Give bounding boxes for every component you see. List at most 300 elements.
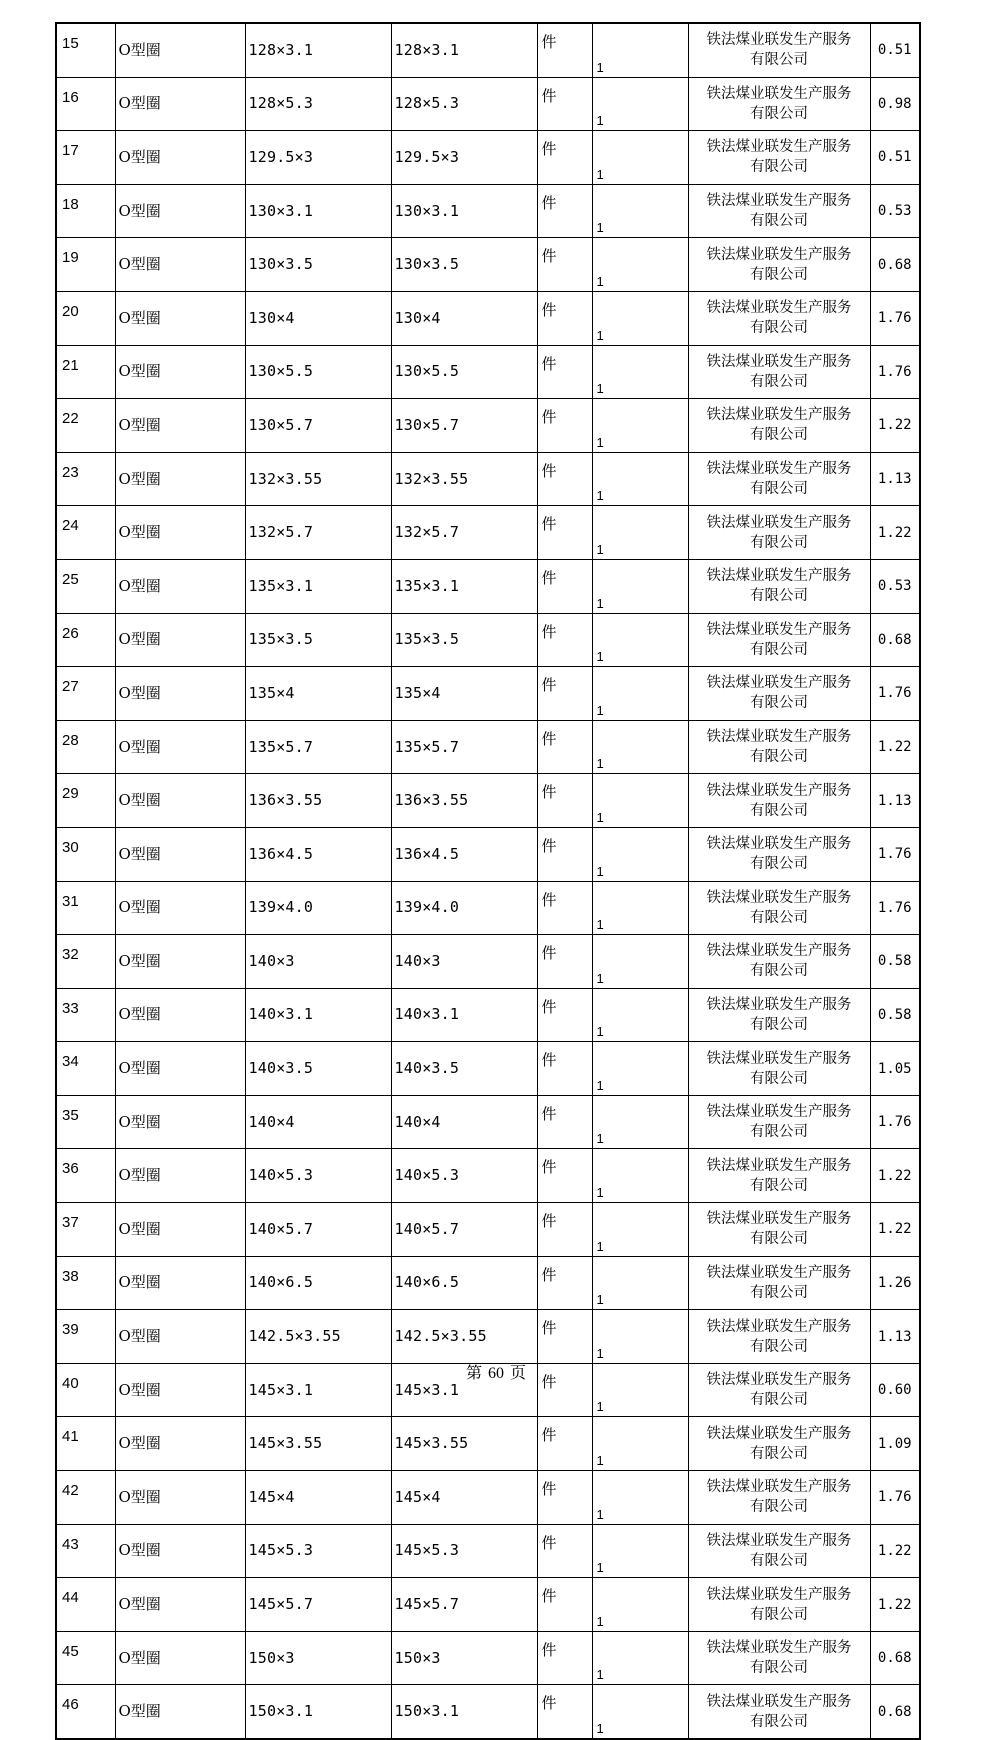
item-quantity: 1 xyxy=(592,506,660,560)
supplier-line-2: 有限公司 xyxy=(750,213,808,230)
item-model: 145×5.7 xyxy=(391,1578,537,1632)
item-name: O型圈 xyxy=(115,935,245,989)
item-quantity: 1 xyxy=(592,238,660,292)
supplier-line-1: 铁法煤业联发生产服务 xyxy=(706,461,852,478)
item-quantity: 1 xyxy=(592,291,660,345)
item-price: 1.22 xyxy=(870,720,920,774)
supplier-line-2: 有限公司 xyxy=(750,427,808,444)
item-unit: 件 xyxy=(537,1042,592,1096)
item-price: 1.22 xyxy=(870,506,920,560)
supplier-line-1: 铁法煤业联发生产服务 xyxy=(706,193,852,210)
row-number: 21 xyxy=(56,345,115,399)
item-spec: 130×5.7 xyxy=(245,399,391,453)
spacer-cell xyxy=(660,345,688,399)
item-price: 0.53 xyxy=(870,559,920,613)
item-unit: 件 xyxy=(537,559,592,613)
spacer-cell xyxy=(660,613,688,667)
supplier-line-2: 有限公司 xyxy=(750,641,808,658)
row-number: 15 xyxy=(56,23,115,77)
item-supplier xyxy=(688,881,870,935)
item-supplier xyxy=(688,774,870,828)
supplier-line-1: 铁法煤业联发生产服务 xyxy=(706,353,852,370)
item-model: 130×5.5 xyxy=(391,345,537,399)
item-name: O型圈 xyxy=(115,1471,245,1525)
supplier-line-2: 有限公司 xyxy=(750,1338,808,1355)
supplier-line-1: 铁法煤业联发生产服务 xyxy=(706,139,852,156)
table-row xyxy=(56,1042,920,1096)
row-number: 44 xyxy=(56,1578,115,1632)
spacer-cell xyxy=(660,720,688,774)
supplier-line-1: 铁法煤业联发生产服务 xyxy=(706,300,852,317)
item-quantity: 1 xyxy=(592,827,660,881)
item-model: 145×3.55 xyxy=(391,1417,537,1471)
spacer-cell xyxy=(660,1471,688,1525)
item-spec: 130×3.5 xyxy=(245,238,391,292)
item-name: O型圈 xyxy=(115,1524,245,1578)
supplier-line-1: 铁法煤业联发生产服务 xyxy=(706,1211,852,1228)
item-price: 0.58 xyxy=(870,935,920,989)
item-unit: 件 xyxy=(537,613,592,667)
item-price: 1.13 xyxy=(870,774,920,828)
supplier-line-2: 有限公司 xyxy=(750,1231,808,1248)
spacer-cell xyxy=(660,667,688,721)
item-supplier xyxy=(688,720,870,774)
item-price: 0.51 xyxy=(870,23,920,77)
item-unit: 件 xyxy=(537,988,592,1042)
item-quantity: 1 xyxy=(592,720,660,774)
item-price: 1.76 xyxy=(870,1471,920,1525)
item-price: 0.98 xyxy=(870,77,920,131)
item-price: 0.68 xyxy=(870,613,920,667)
table-row xyxy=(56,238,920,292)
supplier-line-2: 有限公司 xyxy=(750,1713,808,1730)
spacer-cell xyxy=(660,452,688,506)
item-model: 128×5.3 xyxy=(391,77,537,131)
item-name: O型圈 xyxy=(115,1310,245,1364)
supplier-line-1: 铁法煤业联发生产服务 xyxy=(706,1264,852,1281)
item-price: 1.22 xyxy=(870,399,920,453)
item-supplier xyxy=(688,345,870,399)
item-name: O型圈 xyxy=(115,1417,245,1471)
item-price: 1.09 xyxy=(870,1417,920,1471)
item-name: O型圈 xyxy=(115,1042,245,1096)
item-spec: 145×3.1 xyxy=(245,1363,391,1417)
table-row xyxy=(56,506,920,560)
table-row xyxy=(56,720,920,774)
item-unit: 件 xyxy=(537,399,592,453)
item-quantity: 1 xyxy=(592,131,660,185)
spacer-cell xyxy=(660,1631,688,1685)
item-spec: 145×5.3 xyxy=(245,1524,391,1578)
item-unit: 件 xyxy=(537,1149,592,1203)
item-supplier xyxy=(688,1149,870,1203)
item-price: 1.22 xyxy=(870,1149,920,1203)
item-model: 135×4 xyxy=(391,667,537,721)
row-number: 37 xyxy=(56,1203,115,1257)
row-number: 26 xyxy=(56,613,115,667)
spacer-cell xyxy=(660,23,688,77)
row-number: 20 xyxy=(56,291,115,345)
item-unit: 件 xyxy=(537,720,592,774)
row-number: 40 xyxy=(56,1363,115,1417)
item-quantity: 1 xyxy=(592,1042,660,1096)
table-row xyxy=(56,452,920,506)
item-price: 0.68 xyxy=(870,1631,920,1685)
item-supplier xyxy=(688,291,870,345)
spacer-cell xyxy=(660,238,688,292)
item-supplier xyxy=(688,827,870,881)
item-name: O型圈 xyxy=(115,1256,245,1310)
item-name: O型圈 xyxy=(115,1631,245,1685)
supplier-line-1: 铁法煤业联发生产服务 xyxy=(706,782,852,799)
supplier-line-1: 铁法煤业联发生产服务 xyxy=(706,85,852,102)
item-price: 0.60 xyxy=(870,1363,920,1417)
item-spec: 140×5.7 xyxy=(245,1203,391,1257)
item-unit: 件 xyxy=(537,1578,592,1632)
item-supplier xyxy=(688,667,870,721)
supplier-line-2: 有限公司 xyxy=(750,1284,808,1301)
item-supplier xyxy=(688,131,870,185)
item-name: O型圈 xyxy=(115,77,245,131)
item-unit: 件 xyxy=(537,1203,592,1257)
item-unit: 件 xyxy=(537,1631,592,1685)
row-number: 43 xyxy=(56,1524,115,1578)
table-row xyxy=(56,774,920,828)
supplier-line-1: 铁法煤业联发生产服务 xyxy=(706,407,852,424)
item-spec: 150×3.1 xyxy=(245,1685,391,1739)
row-number: 36 xyxy=(56,1149,115,1203)
item-price: 1.13 xyxy=(870,1310,920,1364)
row-number: 42 xyxy=(56,1471,115,1525)
item-supplier xyxy=(688,1417,870,1471)
item-model: 135×3.1 xyxy=(391,559,537,613)
item-unit: 件 xyxy=(537,1363,592,1417)
item-quantity: 1 xyxy=(592,345,660,399)
item-model: 140×5.3 xyxy=(391,1149,537,1203)
table-row xyxy=(56,1685,920,1739)
item-quantity: 1 xyxy=(592,774,660,828)
item-quantity: 1 xyxy=(592,1524,660,1578)
item-model: 130×5.7 xyxy=(391,399,537,453)
item-price: 1.76 xyxy=(870,667,920,721)
item-spec: 145×5.7 xyxy=(245,1578,391,1632)
item-model: 132×3.55 xyxy=(391,452,537,506)
item-unit: 件 xyxy=(537,452,592,506)
item-price: 0.68 xyxy=(870,238,920,292)
spacer-cell xyxy=(660,184,688,238)
item-supplier xyxy=(688,1203,870,1257)
item-quantity: 1 xyxy=(592,1471,660,1525)
spacer-cell xyxy=(660,881,688,935)
item-price: 1.76 xyxy=(870,291,920,345)
row-number: 27 xyxy=(56,667,115,721)
item-supplier xyxy=(688,559,870,613)
spacer-cell xyxy=(660,506,688,560)
row-number: 18 xyxy=(56,184,115,238)
item-quantity: 1 xyxy=(592,77,660,131)
spacer-cell xyxy=(660,131,688,185)
supplier-line-1: 铁法煤业联发生产服务 xyxy=(706,996,852,1013)
item-price: 1.26 xyxy=(870,1256,920,1310)
row-number: 30 xyxy=(56,827,115,881)
supplier-line-1: 铁法煤业联发生产服务 xyxy=(706,889,852,906)
item-model: 142.5×3.55 xyxy=(391,1310,537,1364)
item-model: 132×5.7 xyxy=(391,506,537,560)
item-spec: 150×3 xyxy=(245,1631,391,1685)
item-unit: 件 xyxy=(537,291,592,345)
item-model: 150×3.1 xyxy=(391,1685,537,1739)
item-spec: 130×3.1 xyxy=(245,184,391,238)
item-supplier xyxy=(688,452,870,506)
item-price: 1.76 xyxy=(870,1095,920,1149)
table-row xyxy=(56,131,920,185)
supplier-line-2: 有限公司 xyxy=(750,749,808,766)
supplier-line-2: 有限公司 xyxy=(750,320,808,337)
item-unit: 件 xyxy=(537,881,592,935)
page-number: 60 xyxy=(488,1365,504,1382)
row-number: 28 xyxy=(56,720,115,774)
table-row xyxy=(56,988,920,1042)
table-row xyxy=(56,1417,920,1471)
table-row xyxy=(56,77,920,131)
item-model: 130×4 xyxy=(391,291,537,345)
item-spec: 142.5×3.55 xyxy=(245,1310,391,1364)
table-row xyxy=(56,184,920,238)
item-name: O型圈 xyxy=(115,1149,245,1203)
supplier-line-1: 铁法煤业联发生产服务 xyxy=(706,1318,852,1335)
table-row xyxy=(56,935,920,989)
page-footer xyxy=(0,1360,992,1383)
table-row xyxy=(56,1310,920,1364)
item-unit: 件 xyxy=(537,774,592,828)
page-label-suffix: 页 xyxy=(510,1363,527,1382)
row-number: 24 xyxy=(56,506,115,560)
supplier-line-2: 有限公司 xyxy=(750,1177,808,1194)
item-quantity: 1 xyxy=(592,1631,660,1685)
spacer-cell xyxy=(660,1524,688,1578)
row-number: 32 xyxy=(56,935,115,989)
item-supplier xyxy=(688,1310,870,1364)
row-number: 38 xyxy=(56,1256,115,1310)
row-number: 35 xyxy=(56,1095,115,1149)
item-supplier xyxy=(688,1095,870,1149)
item-price: 1.22 xyxy=(870,1578,920,1632)
supplier-line-2: 有限公司 xyxy=(750,1070,808,1087)
item-model: 130×3.1 xyxy=(391,184,537,238)
item-price: 1.22 xyxy=(870,1203,920,1257)
table-row xyxy=(56,1524,920,1578)
supplier-line-1: 铁法煤业联发生产服务 xyxy=(706,1640,852,1657)
item-quantity: 1 xyxy=(592,559,660,613)
item-model: 140×3.5 xyxy=(391,1042,537,1096)
supplier-line-1: 铁法煤业联发生产服务 xyxy=(706,1693,852,1710)
spacer-cell xyxy=(660,399,688,453)
item-name: O型圈 xyxy=(115,1685,245,1739)
item-supplier xyxy=(688,399,870,453)
supplier-line-1: 铁法煤业联发生产服务 xyxy=(706,943,852,960)
supplier-line-2: 有限公司 xyxy=(750,1392,808,1409)
item-quantity: 1 xyxy=(592,1203,660,1257)
item-quantity: 1 xyxy=(592,1578,660,1632)
item-price: 1.76 xyxy=(870,827,920,881)
item-model: 145×5.3 xyxy=(391,1524,537,1578)
item-name: O型圈 xyxy=(115,1578,245,1632)
row-number: 33 xyxy=(56,988,115,1042)
item-name: O型圈 xyxy=(115,345,245,399)
row-number: 25 xyxy=(56,559,115,613)
item-price: 1.13 xyxy=(870,452,920,506)
item-supplier xyxy=(688,184,870,238)
item-supplier xyxy=(688,77,870,131)
item-supplier xyxy=(688,238,870,292)
row-number: 16 xyxy=(56,77,115,131)
supplier-line-2: 有限公司 xyxy=(750,1606,808,1623)
item-spec: 140×5.3 xyxy=(245,1149,391,1203)
supplier-line-2: 有限公司 xyxy=(750,695,808,712)
item-model: 135×3.5 xyxy=(391,613,537,667)
item-supplier xyxy=(688,506,870,560)
item-spec: 136×3.55 xyxy=(245,774,391,828)
supplier-line-2: 有限公司 xyxy=(750,588,808,605)
item-quantity: 1 xyxy=(592,1310,660,1364)
item-spec: 130×5.5 xyxy=(245,345,391,399)
row-number: 29 xyxy=(56,774,115,828)
item-model: 135×5.7 xyxy=(391,720,537,774)
item-quantity: 1 xyxy=(592,23,660,77)
item-quantity: 1 xyxy=(592,935,660,989)
item-model: 140×4 xyxy=(391,1095,537,1149)
item-price: 1.22 xyxy=(870,1524,920,1578)
item-spec: 135×3.1 xyxy=(245,559,391,613)
item-unit: 件 xyxy=(537,1310,592,1364)
item-unit: 件 xyxy=(537,77,592,131)
row-number: 17 xyxy=(56,131,115,185)
item-unit: 件 xyxy=(537,184,592,238)
item-name: O型圈 xyxy=(115,399,245,453)
item-unit: 件 xyxy=(537,1524,592,1578)
item-supplier xyxy=(688,1685,870,1739)
item-name: O型圈 xyxy=(115,23,245,77)
item-unit: 件 xyxy=(537,1256,592,1310)
item-unit: 件 xyxy=(537,345,592,399)
supplier-line-2: 有限公司 xyxy=(750,802,808,819)
item-supplier xyxy=(688,1471,870,1525)
item-spec: 140×3.1 xyxy=(245,988,391,1042)
supplier-line-2: 有限公司 xyxy=(750,909,808,926)
spacer-cell xyxy=(660,935,688,989)
item-spec: 128×5.3 xyxy=(245,77,391,131)
item-unit: 件 xyxy=(537,23,592,77)
item-name: O型圈 xyxy=(115,506,245,560)
item-unit: 件 xyxy=(537,131,592,185)
spacer-cell xyxy=(660,827,688,881)
item-quantity: 1 xyxy=(592,1149,660,1203)
spacer-cell xyxy=(660,774,688,828)
item-quantity: 1 xyxy=(592,667,660,721)
supplier-line-2: 有限公司 xyxy=(750,481,808,498)
item-name: O型圈 xyxy=(115,1363,245,1417)
supplier-line-2: 有限公司 xyxy=(750,373,808,390)
table-body xyxy=(56,23,920,1739)
page-label-prefix: 第 xyxy=(465,1363,482,1382)
supplier-line-2: 有限公司 xyxy=(750,1016,808,1033)
item-spec: 145×3.55 xyxy=(245,1417,391,1471)
supplier-line-1: 铁法煤业联发生产服务 xyxy=(706,1050,852,1067)
supplier-line-1: 铁法煤业联发生产服务 xyxy=(706,675,852,692)
item-name: O型圈 xyxy=(115,559,245,613)
spacer-cell xyxy=(660,988,688,1042)
supplier-line-1: 铁法煤业联发生产服务 xyxy=(706,32,852,49)
item-supplier xyxy=(688,1578,870,1632)
item-spec: 132×5.7 xyxy=(245,506,391,560)
item-price: 1.76 xyxy=(870,881,920,935)
item-model: 139×4.0 xyxy=(391,881,537,935)
item-name: O型圈 xyxy=(115,720,245,774)
supplier-line-2: 有限公司 xyxy=(750,1499,808,1516)
table-row xyxy=(56,1095,920,1149)
supplier-line-1: 铁法煤业联发生产服务 xyxy=(706,1104,852,1121)
item-quantity: 1 xyxy=(592,613,660,667)
supplier-line-2: 有限公司 xyxy=(750,1445,808,1462)
supplier-line-2: 有限公司 xyxy=(750,1124,808,1141)
item-supplier xyxy=(688,613,870,667)
item-model: 140×3.1 xyxy=(391,988,537,1042)
price-table xyxy=(55,22,921,1740)
row-number: 31 xyxy=(56,881,115,935)
item-quantity: 1 xyxy=(592,1363,660,1417)
item-model: 140×5.7 xyxy=(391,1203,537,1257)
supplier-line-2: 有限公司 xyxy=(750,105,808,122)
supplier-line-1: 铁法煤业联发生产服务 xyxy=(706,1479,852,1496)
item-supplier xyxy=(688,23,870,77)
table-row xyxy=(56,559,920,613)
item-model: 136×4.5 xyxy=(391,827,537,881)
table-row xyxy=(56,1203,920,1257)
spacer-cell xyxy=(660,559,688,613)
table-row xyxy=(56,1149,920,1203)
item-model: 145×4 xyxy=(391,1471,537,1525)
item-spec: 139×4.0 xyxy=(245,881,391,935)
item-price: 1.05 xyxy=(870,1042,920,1096)
supplier-line-2: 有限公司 xyxy=(750,1552,808,1569)
item-spec: 129.5×3 xyxy=(245,131,391,185)
item-model: 140×6.5 xyxy=(391,1256,537,1310)
spacer-cell xyxy=(660,1042,688,1096)
table-row xyxy=(56,1631,920,1685)
table-row xyxy=(56,1256,920,1310)
item-spec: 135×3.5 xyxy=(245,613,391,667)
item-model: 136×3.55 xyxy=(391,774,537,828)
supplier-line-1: 铁法煤业联发生产服务 xyxy=(706,514,852,531)
supplier-line-1: 铁法煤业联发生产服务 xyxy=(706,1532,852,1549)
item-model: 140×3 xyxy=(391,935,537,989)
item-quantity: 1 xyxy=(592,1095,660,1149)
item-price: 0.58 xyxy=(870,988,920,1042)
table-row xyxy=(56,827,920,881)
item-model: 150×3 xyxy=(391,1631,537,1685)
item-spec: 145×4 xyxy=(245,1471,391,1525)
item-name: O型圈 xyxy=(115,827,245,881)
item-price: 1.76 xyxy=(870,345,920,399)
item-supplier xyxy=(688,935,870,989)
item-name: O型圈 xyxy=(115,667,245,721)
item-name: O型圈 xyxy=(115,184,245,238)
table-row xyxy=(56,345,920,399)
item-supplier xyxy=(688,1524,870,1578)
item-spec: 128×3.1 xyxy=(245,23,391,77)
supplier-line-2: 有限公司 xyxy=(750,1660,808,1677)
item-spec: 140×3 xyxy=(245,935,391,989)
